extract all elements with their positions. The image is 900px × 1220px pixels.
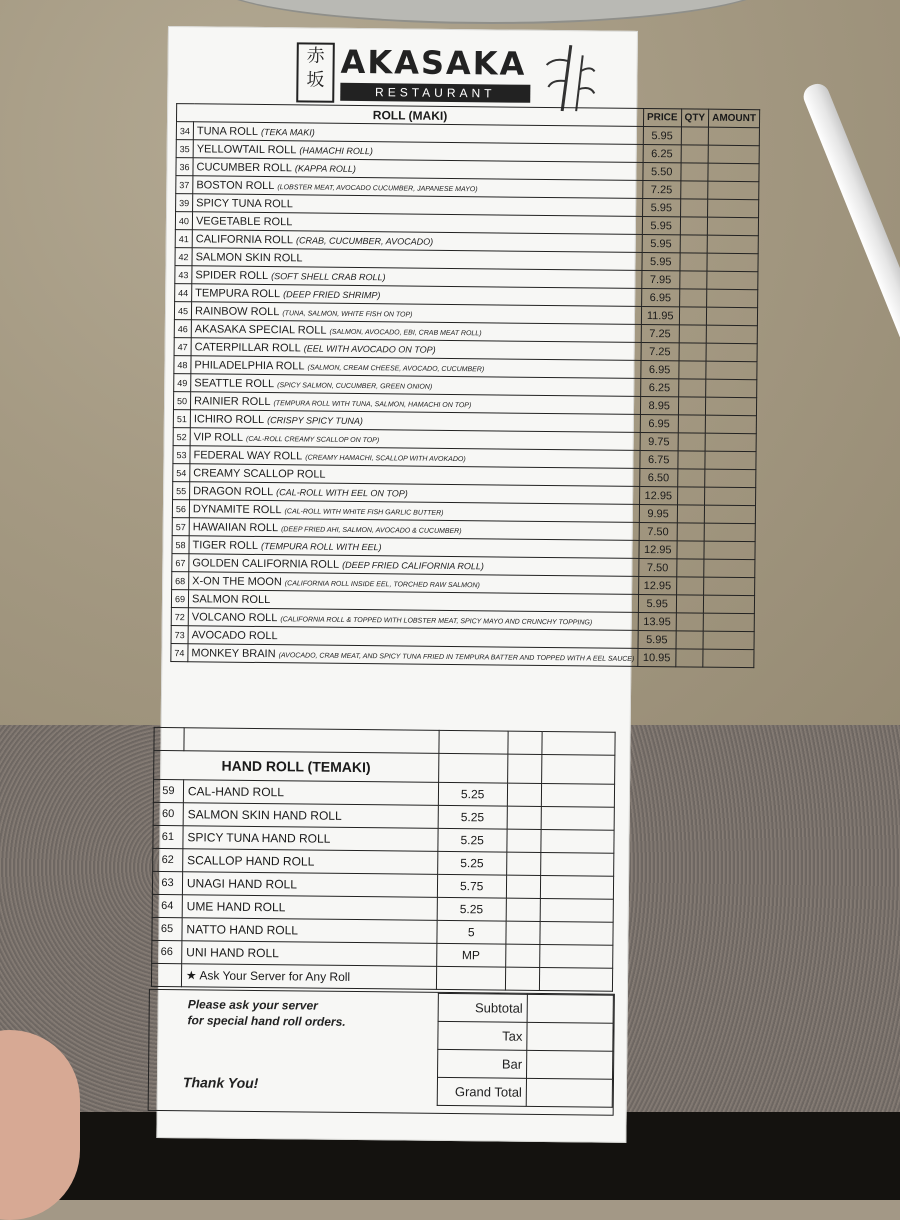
- item-price: 5.75: [437, 874, 506, 898]
- qty-field[interactable]: [507, 783, 541, 806]
- item-number: 44: [175, 284, 192, 302]
- item-name: X-ON THE MOON: [192, 574, 282, 588]
- blank-number: [151, 963, 181, 986]
- item-description: (CAL-ROLL CREAMY SCALLOP ON TOP): [245, 435, 380, 444]
- item-number: 58: [172, 536, 189, 554]
- amount-field[interactable]: [541, 783, 614, 807]
- item-price: MP: [436, 943, 505, 967]
- special-order-note: [188, 996, 346, 1030]
- item-name: SPIDER ROLL: [195, 268, 269, 282]
- item-description: (TEMPURA ROLL WITH EEL): [260, 540, 382, 552]
- price-column-header: PRICE: [643, 108, 681, 126]
- item-name-cell: [188, 644, 638, 667]
- qty-field[interactable]: [679, 325, 707, 343]
- item-description: (CRISPY SPICY TUNA): [267, 414, 363, 426]
- item-price: 5: [437, 920, 506, 944]
- item-price: 12.95: [639, 486, 677, 504]
- qty-field[interactable]: [677, 487, 705, 505]
- item-name: CATERPILLAR ROLL: [194, 340, 301, 354]
- amount-field[interactable]: [703, 631, 754, 650]
- item-description: (CALIFORNIA ROLL INSIDE EEL, TORCHED RAW SALMON): [284, 579, 480, 589]
- item-number: 43: [175, 266, 192, 284]
- qty-field[interactable]: [507, 806, 541, 829]
- qty-field[interactable]: [681, 127, 709, 145]
- item-name: BOSTON ROLL: [196, 178, 275, 192]
- qty-field[interactable]: [677, 451, 705, 469]
- tax-field[interactable]: [527, 1022, 613, 1051]
- amount-field[interactable]: [540, 921, 613, 945]
- item-name: DRAGON ROLL: [193, 484, 274, 498]
- item-number: 37: [176, 176, 193, 194]
- qty-field[interactable]: [505, 967, 539, 990]
- item-number: 66: [152, 940, 182, 963]
- amount-field[interactable]: [540, 852, 613, 876]
- amount-field[interactable]: [706, 343, 757, 362]
- item-name: PHILADELPHIA ROLL: [194, 358, 305, 372]
- item-name: SCALLOP HAND ROLL: [183, 849, 438, 875]
- item-description: (AVOCADO, CRAB MEAT, AND SPICY TUNA FRIED IN TEMPURA BATTER AND TOPPED WITH A EEL SAUCE): [278, 651, 635, 663]
- amount-field[interactable]: [707, 289, 758, 308]
- temaki-table: [151, 727, 616, 992]
- amount-field[interactable]: [708, 145, 759, 164]
- amount-field[interactable]: [706, 307, 757, 326]
- item-name: SEATTLE ROLL: [194, 376, 275, 390]
- amount-field[interactable]: [705, 451, 756, 470]
- item-description: (LOBSTER MEAT, AVOCADO CUCUMBER, JAPANESE MAYO): [277, 183, 478, 193]
- tax-label: Tax: [438, 1021, 527, 1050]
- item-description: (CREAMY HAMACHI, SCALLOP WITH AVOKADO): [305, 453, 466, 463]
- item-description: (TUNA, SALMON, WHITE FISH ON TOP): [282, 309, 413, 319]
- item-name: SALMON SKIN ROLL: [195, 250, 303, 264]
- item-number: 74: [171, 644, 188, 662]
- qty-field[interactable]: [675, 649, 703, 667]
- item-name: CALIFORNIA ROLL: [195, 232, 294, 246]
- amount-field[interactable]: [708, 127, 759, 146]
- item-price: 5.95: [642, 234, 680, 252]
- qty-field[interactable]: [678, 397, 706, 415]
- item-price: 5.50: [643, 162, 681, 180]
- qty-field[interactable]: [507, 829, 541, 852]
- item-price: 5.25: [437, 897, 506, 921]
- qty-field[interactable]: [677, 505, 705, 523]
- item-price: 7.95: [642, 270, 680, 288]
- item-name: AKASAKA SPECIAL ROLL: [194, 322, 327, 337]
- grand-total-field[interactable]: [526, 1078, 612, 1107]
- item-description: (KAPPA ROLL): [294, 162, 356, 174]
- amount-column-header: AMOUNT: [709, 109, 760, 128]
- item-number: 64: [152, 894, 182, 917]
- item-number: 65: [152, 917, 182, 940]
- amount-field[interactable]: [704, 559, 755, 578]
- amount-field[interactable]: [704, 577, 755, 596]
- amount-field[interactable]: [707, 235, 758, 254]
- order-footer: [148, 989, 615, 1116]
- item-price: 6.95: [642, 288, 680, 306]
- item-number: 45: [174, 302, 191, 320]
- qty-field[interactable]: [678, 379, 706, 397]
- item-number: 46: [174, 320, 191, 338]
- item-number: 73: [171, 626, 188, 644]
- blank-price: [436, 966, 505, 990]
- qty-field[interactable]: [676, 577, 704, 595]
- item-price: 5.25: [438, 828, 507, 852]
- item-price: 7.50: [639, 522, 677, 540]
- item-number: 42: [175, 248, 192, 266]
- item-price: 6.50: [640, 468, 678, 486]
- qty-field[interactable]: [677, 523, 705, 541]
- item-number: 48: [174, 356, 191, 374]
- item-number: 40: [175, 212, 192, 230]
- qty-field[interactable]: [506, 875, 540, 898]
- qty-field[interactable]: [680, 181, 708, 199]
- item-description: (CAL-ROLL WITH WHITE FISH GARLIC BUTTER): [284, 507, 444, 517]
- item-name: FEDERAL WAY ROLL: [193, 448, 303, 462]
- item-price: 5.25: [438, 782, 507, 806]
- amount-field[interactable]: [703, 613, 754, 632]
- item-number: 35: [176, 140, 193, 158]
- amount-field[interactable]: [705, 469, 756, 488]
- item-name: ICHIRO ROLL: [193, 412, 265, 426]
- qty-field[interactable]: [678, 361, 706, 379]
- item-name: SPICY TUNA ROLL: [196, 196, 294, 210]
- item-description: (CALIFORNIA ROLL & TOPPED WITH LOBSTER MEAT, SPICY MAYO AND CRUNCHY TOPPING): [280, 615, 593, 626]
- qty-field[interactable]: [677, 469, 705, 487]
- item-name: TUNA ROLL: [196, 124, 259, 138]
- item-description: (TEMPURA ROLL WITH TUNA, SALMON, HAMACHI ON TOP): [273, 399, 472, 409]
- item-name: VOLCANO ROLL: [191, 610, 278, 624]
- amount-field[interactable]: [708, 163, 759, 182]
- item-number: 53: [173, 446, 190, 464]
- amount-field[interactable]: [705, 433, 756, 452]
- item-name: VEGETABLE ROLL: [195, 214, 293, 228]
- amount-field[interactable]: [705, 415, 756, 434]
- amount-field[interactable]: [703, 595, 754, 614]
- item-name: UNAGI HAND ROLL: [182, 872, 437, 898]
- item-name: SALMON ROLL: [191, 592, 271, 606]
- amount-field[interactable]: [707, 217, 758, 236]
- item-number: 56: [172, 500, 189, 518]
- item-price: 5.25: [438, 805, 507, 829]
- item-price: 6.75: [640, 450, 678, 468]
- item-number: 72: [171, 608, 188, 626]
- item-name: CAL-HAND ROLL: [183, 780, 438, 806]
- item-name: SALMON SKIN HAND ROLL: [183, 803, 438, 829]
- qty-field[interactable]: [681, 145, 709, 163]
- order-sheet: [156, 26, 757, 1143]
- item-price: 7.25: [643, 180, 681, 198]
- item-name: GOLDEN CALIFORNIA ROLL: [192, 556, 340, 571]
- item-price: 5.95: [643, 126, 681, 144]
- amount-field[interactable]: [541, 829, 614, 853]
- item-description: (DEEP FRIED SHRIMP): [283, 288, 381, 300]
- item-description: (SALMON, AVOCADO, EBI, CRAB MEAT ROLL): [329, 328, 482, 337]
- item-price: 9.95: [639, 504, 677, 522]
- item-price: 6.95: [641, 360, 679, 378]
- amount-field[interactable]: [541, 806, 614, 830]
- item-price: 7.25: [641, 342, 679, 360]
- item-name: CUCUMBER ROLL: [196, 160, 292, 174]
- brand-header: [288, 38, 609, 113]
- qty-field[interactable]: [506, 921, 540, 944]
- subtotal-label: Subtotal: [438, 993, 527, 1022]
- amount-field[interactable]: [703, 649, 754, 668]
- item-name: MONKEY BRAIN: [191, 646, 276, 660]
- restaurant-name: AKASAKA: [340, 42, 527, 83]
- amount-field[interactable]: [706, 325, 757, 344]
- qty-field[interactable]: [679, 343, 707, 361]
- item-number: 63: [152, 871, 182, 894]
- item-number: 34: [176, 122, 193, 140]
- qty-field[interactable]: [678, 415, 706, 433]
- item-number: 39: [176, 194, 193, 212]
- item-price: 11.95: [641, 306, 679, 324]
- item-name: HAWAIIAN ROLL: [192, 520, 279, 534]
- item-description: (CAL-ROLL WITH EEL ON TOP): [276, 486, 408, 499]
- amount-field[interactable]: [704, 541, 755, 560]
- item-number: 51: [173, 410, 190, 428]
- subtotal-field[interactable]: [527, 994, 613, 1023]
- amount-field[interactable]: [539, 944, 612, 968]
- item-name: RAINIER ROLL: [194, 394, 271, 408]
- qty-field[interactable]: [676, 595, 704, 613]
- item-price: 7.50: [639, 558, 677, 576]
- qty-field[interactable]: [679, 271, 707, 289]
- item-name: CREAMY SCALLOP ROLL: [193, 466, 326, 481]
- item-number: 60: [153, 802, 183, 825]
- maki-section-title: ROLL (MAKI): [176, 104, 643, 127]
- item-number: 55: [173, 482, 190, 500]
- item-number: 59: [153, 779, 183, 802]
- item-description: (EEL WITH AVOCADO ON TOP): [303, 342, 436, 355]
- item-description: (DEEP FRIED AHI, SALMON, AVOCADO & CUCUMBER): [281, 525, 462, 535]
- item-number: 47: [174, 338, 191, 356]
- item-price: 5.95: [642, 252, 680, 270]
- item-price: 8.95: [640, 396, 678, 414]
- qty-field[interactable]: [680, 163, 708, 181]
- item-number: 67: [172, 554, 189, 572]
- item-price: 5.95: [638, 594, 676, 612]
- qty-field[interactable]: [506, 852, 540, 875]
- logo-seal: 赤坂: [296, 42, 335, 102]
- item-price: 12.95: [639, 540, 677, 558]
- amount-field[interactable]: [708, 181, 759, 200]
- ask-server-text: ★ Ask Your Server for Any Roll: [181, 964, 436, 990]
- item-name: YELLOWTAIL ROLL: [196, 142, 297, 156]
- qty-field[interactable]: [506, 898, 540, 921]
- item-number: 57: [172, 518, 189, 536]
- qty-column-header: QTY: [681, 109, 709, 127]
- item-name: RAINBOW ROLL: [194, 304, 280, 318]
- item-description: (HAMACHI ROLL): [299, 144, 373, 156]
- item-price: 13.95: [638, 612, 676, 630]
- item-number: 52: [173, 428, 190, 446]
- qty-field[interactable]: [505, 944, 539, 967]
- bamboo-icon: [542, 41, 597, 112]
- maki-table: [170, 103, 760, 668]
- thank-you-text: Thank You!: [182, 1074, 259, 1092]
- amount-field[interactable]: [708, 199, 759, 218]
- item-number: 41: [175, 230, 192, 248]
- item-price: 5.95: [642, 216, 680, 234]
- item-description: (CRAB, CUCUMBER, AVOCADO): [295, 234, 434, 247]
- qty-field[interactable]: [676, 541, 704, 559]
- item-number: 36: [176, 158, 193, 176]
- bar-field[interactable]: [527, 1050, 613, 1079]
- qty-field[interactable]: [680, 235, 708, 253]
- item-number: 54: [173, 464, 190, 482]
- totals-table: [437, 993, 614, 1108]
- qty-field[interactable]: [679, 307, 707, 325]
- amount-field[interactable]: [707, 253, 758, 272]
- qty-field[interactable]: [679, 253, 707, 271]
- item-number: 50: [173, 392, 190, 410]
- bar-label: Bar: [438, 1049, 527, 1078]
- amount-field[interactable]: [540, 875, 613, 899]
- item-price: 10.95: [638, 648, 676, 666]
- item-name: AVOCADO ROLL: [191, 628, 278, 642]
- qty-field[interactable]: [676, 613, 704, 631]
- item-name: NATTO HAND ROLL: [182, 918, 437, 944]
- item-name: DYNAMITE ROLL: [192, 502, 282, 516]
- amount-field[interactable]: [706, 379, 757, 398]
- item-name: VIP ROLL: [193, 430, 244, 444]
- amount-field[interactable]: [540, 898, 613, 922]
- item-name: UNI HAND ROLL: [182, 941, 437, 967]
- qty-field[interactable]: [680, 199, 708, 217]
- amount-field[interactable]: [706, 397, 757, 416]
- item-description: (SOFT SHELL CRAB ROLL): [271, 270, 386, 282]
- item-description: (DEEP FRIED CALIFORNIA ROLL): [342, 559, 485, 571]
- qty-field[interactable]: [676, 631, 704, 649]
- item-number: 69: [171, 590, 188, 608]
- amount-field[interactable]: [704, 523, 755, 542]
- note-line-2: for special hand roll orders.: [187, 1013, 346, 1029]
- item-price: 6.95: [640, 414, 678, 432]
- amount-field[interactable]: [706, 361, 757, 380]
- item-name: UME HAND ROLL: [182, 895, 437, 921]
- item-description: (SPICY SALMON, CUCUMBER, GREEN ONION): [277, 381, 433, 391]
- amount-field[interactable]: [704, 505, 755, 524]
- item-name: SPICY TUNA HAND ROLL: [183, 826, 438, 852]
- item-name: TIGER ROLL: [192, 538, 259, 552]
- qty-field[interactable]: [680, 217, 708, 235]
- item-description: (TEKA MAKI): [261, 126, 315, 138]
- grand-total-label: Grand Total: [437, 1077, 526, 1106]
- item-price: 7.25: [641, 324, 679, 342]
- item-number: 68: [172, 572, 189, 590]
- item-number: 62: [153, 848, 183, 871]
- item-price: 9.75: [640, 432, 678, 450]
- ask-server-row: [151, 963, 612, 991]
- item-price: 6.25: [641, 378, 679, 396]
- item-number: 49: [174, 374, 191, 392]
- item-price: 12.95: [639, 576, 677, 594]
- item-price: 5.95: [642, 198, 680, 216]
- note-line-1: Please ask your server: [187, 997, 318, 1013]
- qty-field[interactable]: [676, 559, 704, 577]
- item-description: (SALMON, CREAM CHEESE, AVOCADO, CUCUMBER): [307, 363, 485, 373]
- qty-field[interactable]: [679, 289, 707, 307]
- temaki-section-title: HAND ROLL (TEMAKI): [154, 750, 439, 782]
- amount-field[interactable]: [539, 967, 612, 991]
- restaurant-subtitle: RESTAURANT: [340, 83, 530, 103]
- item-name: TEMPURA ROLL: [195, 286, 281, 300]
- item-price: 5.25: [437, 851, 506, 875]
- item-number: 61: [153, 825, 183, 848]
- amount-field[interactable]: [705, 487, 756, 506]
- item-price: 6.25: [643, 144, 681, 162]
- amount-field[interactable]: [707, 271, 758, 290]
- qty-field[interactable]: [678, 433, 706, 451]
- item-price: 5.95: [638, 630, 676, 648]
